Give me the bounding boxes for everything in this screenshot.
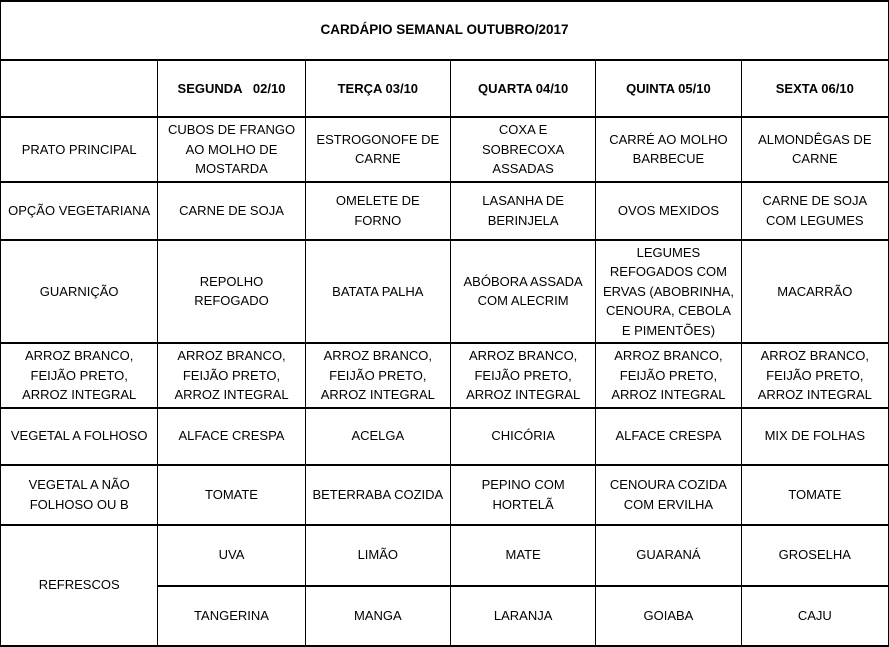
menu-cell: BETERRABA COZIDA [305,465,450,525]
menu-cell: CENOURA COZIDA COM ERVILHA [596,465,741,525]
menu-cell: ARROZ BRANCO, FEIJÃO PRETO, ARROZ INTEGRAL [450,343,595,408]
menu-cell: COXA E SOBRECOXA ASSADAS [450,117,595,182]
menu-cell: LASANHA DE BERINJELA [450,182,595,240]
day-header-terca: TERÇA 03/10 [305,60,450,117]
menu-cell: OMELETE DE FORNO [305,182,450,240]
row-label: OPÇÃO VEGETARIANA [1,182,158,240]
menu-cell: ARROZ BRANCO, FEIJÃO PRETO, ARROZ INTEGRAL [305,343,450,408]
row-label: VEGETAL A FOLHOSO [1,408,158,465]
menu-cell: LEGUMES REFOGADOS COM ERVAS (ABOBRINHA, CENOURA, CEBOLA E PIMENTÕES) [596,240,741,344]
table-row-vegetal-nao-folhoso [1,465,889,525]
day-header-segunda: SEGUNDA 02/10 [158,60,305,117]
menu-cell: ACELGA [305,408,450,465]
title-row [1,1,889,60]
header-row [1,60,889,117]
row-label: VEGETAL A NÃO FOLHOSO OU B [1,465,158,525]
menu-cell: LIMÃO [305,525,450,586]
menu-cell: MANGA [305,586,450,646]
menu-cell: GUARANÁ [596,525,741,586]
menu-cell: CARNE DE SOJA COM LEGUMES [741,182,888,240]
row-label: REFRESCOS [1,525,158,646]
corner-cell [1,60,158,117]
menu-cell: GOIABA [596,586,741,646]
menu-cell: MIX DE FOLHAS [741,408,888,465]
table-row-vegetal-folhoso [1,408,889,465]
table-row-arroz-feijao [1,343,889,408]
menu-cell: CUBOS DE FRANGO AO MOLHO DE MOSTARDA [158,117,305,182]
menu-cell: CHICÓRIA [450,408,595,465]
day-header-quarta: QUARTA 04/10 [450,60,595,117]
table-row-opcao-vegetariana [1,182,889,240]
menu-cell: ALFACE CRESPA [158,408,305,465]
menu-cell: CARNE DE SOJA [158,182,305,240]
row-label: PRATO PRINCIPAL [1,117,158,182]
menu-cell: ALMONDÊGAS DE CARNE [741,117,888,182]
menu-cell: ALFACE CRESPA [596,408,741,465]
menu-cell: PEPINO COM HORTELÃ [450,465,595,525]
day-header-quinta: QUINTA 05/10 [596,60,741,117]
menu-cell: MATE [450,525,595,586]
menu-cell: TOMATE [158,465,305,525]
table-title: CARDÁPIO SEMANAL OUTUBRO/2017 [1,1,889,60]
menu-cell: MACARRÃO [741,240,888,344]
day-header-sexta: SEXTA 06/10 [741,60,888,117]
menu-cell: REPOLHO REFOGADO [158,240,305,344]
menu-cell: LARANJA [450,586,595,646]
menu-cell: TOMATE [741,465,888,525]
table-row-prato-principal [1,117,889,182]
menu-cell: ESTROGONOFE DE CARNE [305,117,450,182]
menu-cell: GROSELHA [741,525,888,586]
menu-cell: TANGERINA [158,586,305,646]
menu-cell: ARROZ BRANCO, FEIJÃO PRETO, ARROZ INTEGRAL [158,343,305,408]
row-label: GUARNIÇÃO [1,240,158,344]
menu-cell: CARRÉ AO MOLHO BARBECUE [596,117,741,182]
menu-cell: UVA [158,525,305,586]
row-label: ARROZ BRANCO, FEIJÃO PRETO, ARROZ INTEGRAL [1,343,158,408]
menu-cell: OVOS MEXIDOS [596,182,741,240]
menu-cell: BATATA PALHA [305,240,450,344]
table-row-guarnicao [1,240,889,344]
table-row-refrescos-1 [1,525,889,586]
menu-cell: ARROZ BRANCO, FEIJÃO PRETO, ARROZ INTEGRAL [596,343,741,408]
menu-cell: ARROZ BRANCO, FEIJÃO PRETO, ARROZ INTEGRAL [741,343,888,408]
menu-cell: CAJU [741,586,888,646]
menu-cell: ABÓBORA ASSADA COM ALECRIM [450,240,595,344]
